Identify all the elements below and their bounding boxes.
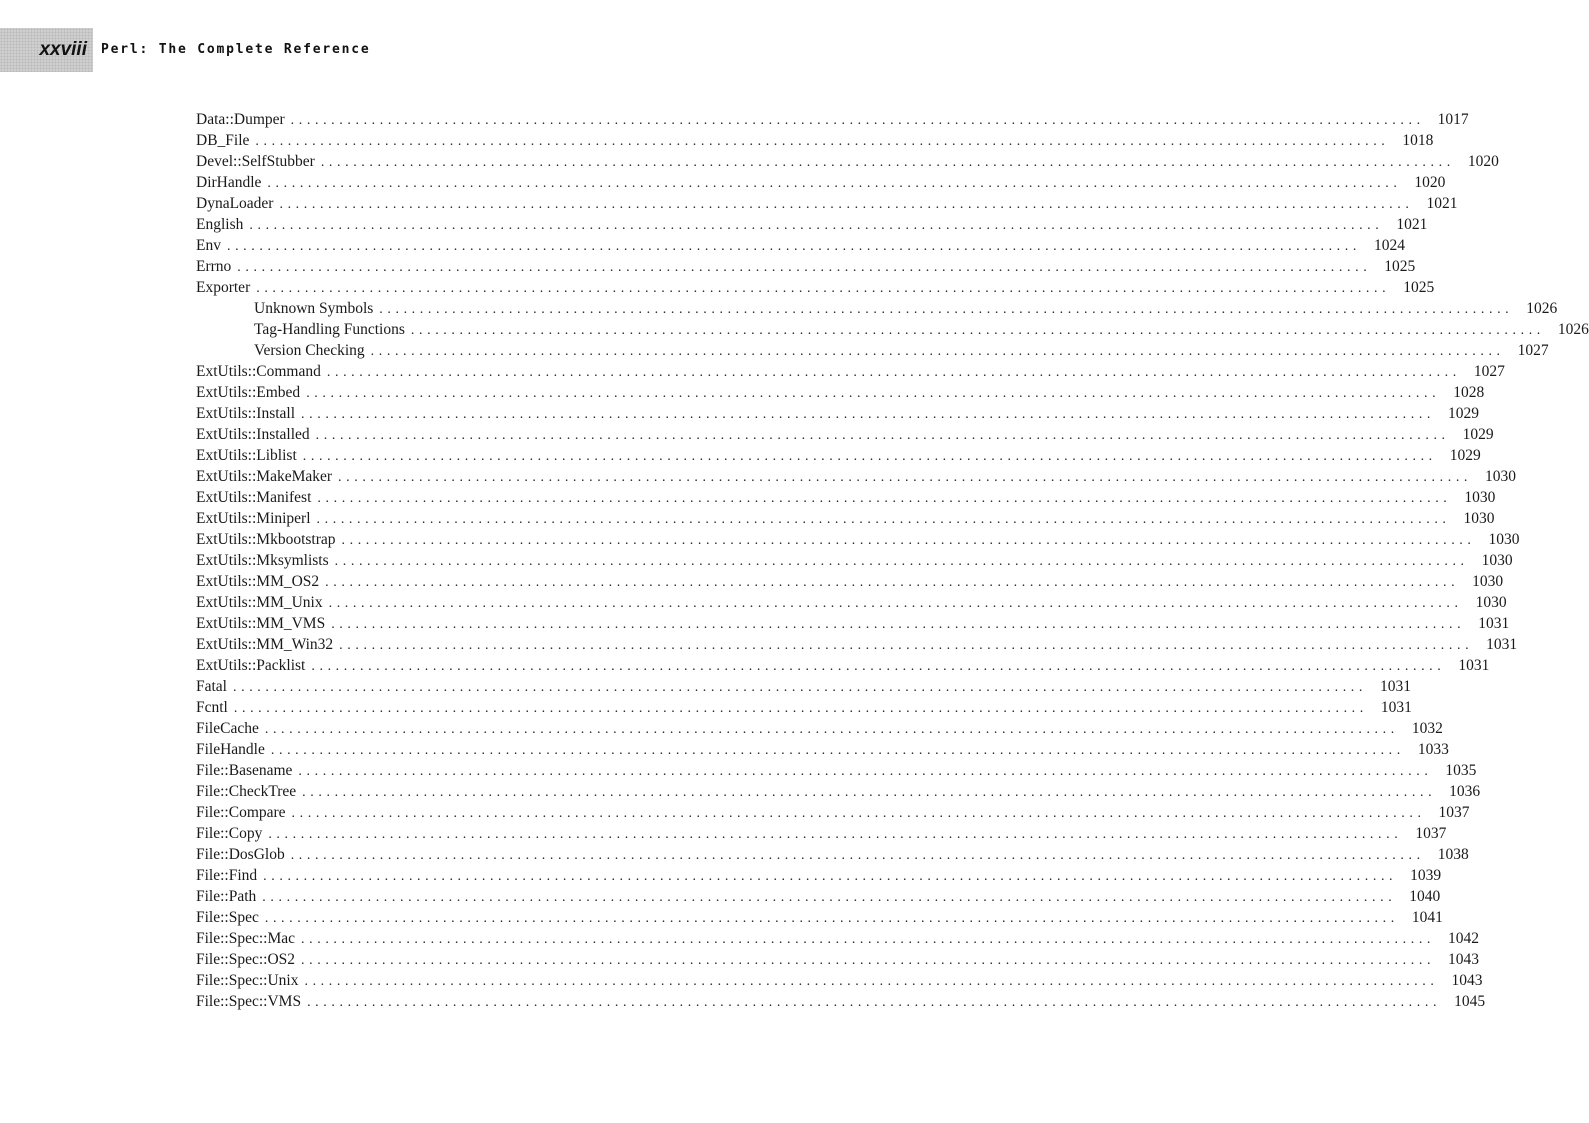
toc-entry-label-wrap — [196, 174, 261, 192]
toc-entry-label: ExtUtils::Install — [196, 405, 296, 422]
toc-entry-page: 1031 — [1486, 636, 1518, 653]
toc-entry-label: Version Checking — [254, 342, 365, 359]
toc-entry[interactable] — [196, 657, 1490, 678]
toc-entry-page: 1026 — [1557, 321, 1589, 338]
toc-entry-page: 1037 — [1415, 825, 1447, 842]
toc-entry[interactable] — [196, 552, 1513, 573]
dot-leader: ............................................................................................................................................ — [268, 827, 1403, 842]
toc-entry[interactable] — [196, 972, 1483, 993]
toc-entry[interactable] — [196, 699, 1412, 720]
toc-entry-label: File::Copy — [196, 825, 263, 842]
toc-entry-page: 1040 — [1409, 888, 1441, 905]
toc-entry-page: 1033 — [1417, 741, 1449, 758]
dot-leader: ............................................................................................................................................ — [256, 281, 1391, 296]
dot-leader: ............................................................................................................................................ — [339, 638, 1474, 653]
dot-leader: ............................................................................................................................................ — [334, 554, 1469, 569]
toc-entry-label: File::Spec::Unix — [196, 972, 299, 989]
toc-entry-label: Devel::SelfStubber — [196, 153, 315, 170]
toc-entry-label-wrap — [196, 321, 405, 339]
toc-entry[interactable] — [196, 930, 1480, 951]
dot-leader: ............................................................................................................................................ — [328, 596, 1463, 611]
toc-entry-page: 1029 — [1462, 426, 1494, 443]
dot-leader: ............................................................................................................................................ — [320, 155, 1455, 170]
dot-leader: ............................................................................................................................................ — [379, 302, 1514, 317]
running-title: Perl: The Complete Reference — [101, 42, 371, 57]
running-header — [0, 28, 816, 72]
toc-entry-label: ExtUtils::Installed — [196, 426, 310, 443]
toc-entry-label-wrap — [196, 699, 228, 717]
toc-entry-page: 1030 — [1463, 510, 1495, 527]
toc-entry-page: 1024 — [1373, 237, 1405, 254]
toc-entry[interactable] — [196, 951, 1480, 972]
dot-leader: ............................................................................................................................................ — [338, 470, 1473, 485]
toc-entry-label-wrap — [196, 678, 227, 696]
toc-entry-label: Fatal — [196, 678, 227, 695]
toc-entry[interactable] — [196, 678, 1411, 699]
toc-entry-label: ExtUtils::Manifest — [196, 489, 312, 506]
toc-entry-label-wrap — [196, 447, 297, 465]
dot-leader: ............................................................................................................................................ — [315, 428, 1450, 443]
toc-entry-page: 1030 — [1485, 468, 1517, 485]
toc-entry-page: 1031 — [1380, 678, 1411, 695]
toc-entry-page: 1030 — [1472, 573, 1504, 590]
toc-entry[interactable] — [196, 489, 1496, 510]
toc-entry-page: 1020 — [1467, 153, 1499, 170]
toc-entry[interactable] — [196, 384, 1485, 405]
toc-entry-label: FileCache — [196, 720, 259, 737]
toc-entry-page: 1026 — [1526, 300, 1558, 317]
toc-entry-page: 1043 — [1451, 972, 1483, 989]
toc-entry-page: 1021 — [1426, 195, 1458, 212]
toc-entry-label: File::Spec::VMS — [196, 993, 302, 1010]
dot-leader: ............................................................................................................................................ — [233, 680, 1367, 695]
dot-leader: ............................................................................................................................................ — [291, 806, 1426, 821]
toc-entry-page: 1043 — [1448, 951, 1480, 968]
toc-entry-label: English — [196, 216, 244, 233]
toc-entry-label: File::Basename — [196, 762, 293, 779]
toc-entry-label-wrap — [196, 363, 321, 381]
toc-entry-page: 1031 — [1478, 615, 1510, 632]
toc-entry-label: Unknown Symbols — [254, 300, 374, 317]
toc-subentry[interactable] — [196, 321, 1589, 342]
toc-entry-label-wrap — [196, 867, 257, 885]
toc-entry-label-wrap — [196, 300, 373, 318]
toc-entry-label-wrap — [196, 237, 221, 255]
toc-entry-label-wrap — [196, 405, 295, 423]
toc-entry-page: 1025 — [1384, 258, 1416, 275]
dot-leader: ............................................................................................................................................ — [262, 890, 1397, 905]
toc-entry[interactable] — [196, 153, 1499, 174]
toc-entry-label-wrap — [196, 426, 310, 444]
toc-entry[interactable] — [196, 447, 1481, 468]
table-of-contents — [196, 111, 1589, 1014]
dot-leader: ............................................................................................................................................ — [311, 659, 1446, 674]
toc-entry-page: 1036 — [1449, 783, 1481, 800]
toc-entry-page: 1030 — [1481, 552, 1513, 569]
dot-leader: ............................................................................................................................................ — [304, 974, 1439, 989]
toc-entry-label-wrap — [196, 636, 333, 654]
toc-entry-page: 1030 — [1475, 594, 1507, 611]
dot-leader: ............................................................................................................................................ — [326, 365, 1461, 380]
toc-entry[interactable] — [196, 783, 1481, 804]
toc-entry-page: 1017 — [1437, 111, 1469, 128]
toc-entry-label: Tag-Handling Functions — [254, 321, 405, 338]
toc-entry-label-wrap — [196, 951, 295, 969]
toc-entry-page: 1038 — [1437, 846, 1469, 863]
toc-entry-label-wrap — [196, 930, 295, 948]
toc-entry-label-wrap — [196, 573, 319, 591]
dot-leader: ............................................................................................................................................ — [325, 575, 1460, 590]
toc-entry-label-wrap — [196, 888, 256, 906]
toc-entry-page: 1042 — [1448, 930, 1480, 947]
toc-entry-label: File::Spec — [196, 909, 259, 926]
toc-entry[interactable] — [196, 867, 1442, 888]
toc-entry[interactable] — [196, 804, 1470, 825]
toc-entry[interactable] — [196, 573, 1504, 594]
dot-leader: ............................................................................................................................................ — [341, 533, 1476, 548]
toc-entry-label: ExtUtils::MM_VMS — [196, 615, 326, 632]
toc-entry[interactable] — [196, 846, 1469, 867]
dot-leader: ............................................................................................................................................ — [301, 407, 1436, 422]
toc-entry-label: File::Find — [196, 867, 258, 884]
toc-entry-label: File::Spec::Mac — [196, 930, 296, 947]
dot-leader: ............................................................................................................................................ — [290, 848, 1425, 863]
toc-entry-label-wrap — [196, 489, 311, 507]
toc-entry-page: 1032 — [1411, 720, 1443, 737]
toc-entry-label-wrap — [196, 720, 259, 738]
dot-leader: ............................................................................................................................................ — [331, 617, 1466, 632]
toc-entry-label: File::Compare — [196, 804, 286, 821]
toc-entry-page: 1018 — [1402, 132, 1434, 149]
dot-leader: ............................................................................................................................................ — [270, 743, 1405, 758]
toc-entry[interactable] — [196, 468, 1517, 489]
toc-entry[interactable] — [196, 174, 1446, 195]
toc-entry-page: 1030 — [1488, 531, 1520, 548]
toc-entry-label-wrap — [196, 531, 336, 549]
toc-subentry[interactable] — [196, 300, 1558, 321]
toc-entry-label: DynaLoader — [196, 195, 274, 212]
toc-entry[interactable] — [196, 258, 1416, 279]
toc-entry-label-wrap — [196, 741, 265, 759]
toc-entry[interactable] — [196, 531, 1520, 552]
toc-entry-label-wrap — [196, 762, 292, 780]
toc-entry-page: 1039 — [1410, 867, 1442, 884]
toc-entry-label-wrap — [196, 258, 231, 276]
toc-entry-label: ExtUtils::MM_OS2 — [196, 573, 320, 590]
toc-entry[interactable] — [196, 594, 1507, 615]
toc-entry-page: 1045 — [1454, 993, 1486, 1010]
toc-subentry[interactable] — [196, 342, 1549, 363]
toc-entry-label: ExtUtils::Packlist — [196, 657, 306, 674]
toc-entry-label-wrap — [196, 594, 323, 612]
toc-entry-page: 1027 — [1517, 342, 1549, 359]
toc-entry-label: File::Path — [196, 888, 257, 905]
toc-entry[interactable] — [196, 762, 1477, 783]
toc-entry-label-wrap — [196, 552, 329, 570]
toc-entry-label-wrap — [196, 825, 262, 843]
dot-leader: ............................................................................................................................................ — [264, 722, 1399, 737]
toc-entry-page: 1041 — [1411, 909, 1443, 926]
toc-entry[interactable] — [196, 405, 1480, 426]
toc-entry[interactable] — [196, 132, 1434, 153]
toc-entry-label-wrap — [196, 132, 249, 150]
dot-leader: ............................................................................................................................................ — [226, 239, 1361, 254]
toc-entry[interactable] — [196, 363, 1505, 384]
dot-leader: ............................................................................................................................................ — [264, 911, 1399, 926]
toc-entry-label: Env — [196, 237, 221, 254]
toc-entry-page: 1025 — [1403, 279, 1435, 296]
toc-entry[interactable] — [196, 195, 1458, 216]
toc-entry[interactable] — [196, 237, 1405, 258]
toc-entry[interactable] — [196, 216, 1428, 237]
dot-leader: ............................................................................................................................................ — [316, 512, 1451, 527]
dot-leader: ............................................................................................................................................ — [237, 260, 1372, 275]
toc-entry-label: ExtUtils::Command — [196, 363, 321, 380]
toc-entry-label-wrap — [196, 111, 285, 129]
toc-entry[interactable] — [196, 741, 1449, 762]
toc-entry-page: 1031 — [1458, 657, 1490, 674]
toc-entry[interactable] — [196, 909, 1443, 930]
toc-entry-label: ExtUtils::MakeMaker — [196, 468, 333, 485]
toc-entry-page: 1027 — [1473, 363, 1505, 380]
toc-entry-label-wrap — [196, 657, 305, 675]
toc-entry-label-wrap — [196, 153, 315, 171]
toc-entry-label: File::Spec::OS2 — [196, 951, 296, 968]
toc-entry-page: 1037 — [1438, 804, 1470, 821]
dot-leader: ............................................................................................................................................ — [298, 764, 1433, 779]
toc-entry-label: ExtUtils::Miniperl — [196, 510, 311, 527]
toc-entry-label: FileHandle — [196, 741, 265, 758]
toc-entry-label: DB_File — [196, 132, 250, 149]
toc-entry[interactable] — [196, 993, 1486, 1014]
toc-entry[interactable] — [196, 510, 1495, 531]
toc-entry-label: Data::Dumper — [196, 111, 285, 128]
toc-entry-page: 1020 — [1414, 174, 1446, 191]
toc-entry[interactable] — [196, 111, 1469, 132]
toc-entry-page: 1021 — [1396, 216, 1428, 233]
toc-entry-label: ExtUtils::Liblist — [196, 447, 297, 464]
toc-entry[interactable] — [196, 888, 1441, 909]
toc-entry-page: 1029 — [1448, 405, 1480, 422]
toc-entry-label-wrap — [196, 993, 301, 1011]
toc-entry-label: Errno — [196, 258, 232, 275]
toc-entry-label-wrap — [196, 279, 250, 297]
toc-entry-label-wrap — [196, 510, 311, 528]
toc-entry-label-wrap — [196, 468, 332, 486]
toc-entry-label-wrap — [196, 804, 286, 822]
toc-entry-label: ExtUtils::MM_Unix — [196, 594, 323, 611]
dot-leader: ............................................................................................................................................ — [302, 449, 1437, 464]
toc-entry-page: 1035 — [1445, 762, 1477, 779]
toc-entry-label: File::CheckTree — [196, 783, 297, 800]
toc-entry-label-wrap — [196, 384, 300, 402]
dot-leader: ............................................................................................................................................ — [302, 785, 1437, 800]
toc-entry[interactable] — [196, 279, 1435, 300]
toc-entry-label: ExtUtils::Mksymlists — [196, 552, 329, 569]
toc-entry-label: ExtUtils::MM_Win32 — [196, 636, 334, 653]
toc-entry-label-wrap — [196, 195, 273, 213]
dot-leader: ............................................................................................................................................ — [317, 491, 1452, 506]
toc-entry[interactable] — [196, 636, 1518, 657]
dot-leader: ............................................................................................................................................ — [233, 701, 1368, 716]
toc-entry-label-wrap — [196, 783, 296, 801]
toc-entry-page: 1028 — [1453, 384, 1485, 401]
toc-entry-label: DirHandle — [196, 174, 262, 191]
dot-leader: ............................................................................................................................................ — [307, 995, 1442, 1010]
toc-entry-label: ExtUtils::Mkbootstrap — [196, 531, 336, 548]
toc-entry[interactable] — [196, 426, 1494, 447]
dot-leader: ............................................................................................................................................ — [301, 953, 1436, 968]
toc-entry-label-wrap — [196, 615, 325, 633]
dot-leader: ............................................................................................................................................ — [263, 869, 1398, 884]
toc-entry-page: 1029 — [1449, 447, 1481, 464]
toc-entry-label: Exporter — [196, 279, 251, 296]
toc-entry-label: File::DosGlob — [196, 846, 285, 863]
dot-leader: ............................................................................................................................................ — [249, 218, 1384, 233]
dot-leader: ............................................................................................................................................ — [410, 323, 1545, 338]
dot-leader: ............................................................................................................................................ — [267, 176, 1402, 191]
folio-box — [0, 28, 93, 72]
dot-leader: ............................................................................................................................................ — [370, 344, 1505, 359]
toc-entry-label-wrap — [196, 216, 243, 234]
toc-entry[interactable] — [196, 615, 1510, 636]
toc-entry-label-wrap — [196, 846, 285, 864]
dot-leader: ............................................................................................................................................ — [301, 932, 1436, 947]
toc-entry-label-wrap — [196, 909, 259, 927]
dot-leader: ............................................................................................................................................ — [279, 197, 1414, 212]
dot-leader: ............................................................................................................................................ — [255, 134, 1390, 149]
toc-entry[interactable] — [196, 720, 1443, 741]
toc-entry-label-wrap — [196, 342, 365, 360]
dot-leader: ............................................................................................................................................ — [290, 113, 1425, 128]
toc-entry-label-wrap — [196, 972, 298, 990]
page-number: xxviii — [39, 39, 87, 60]
toc-entry-page: 1031 — [1380, 699, 1412, 716]
dot-leader: ............................................................................................................................................ — [306, 386, 1441, 401]
toc-entry-label: Fcntl — [196, 699, 228, 716]
toc-entry-page: 1030 — [1464, 489, 1496, 506]
toc-entry-label: ExtUtils::Embed — [196, 384, 301, 401]
toc-entry[interactable] — [196, 825, 1447, 846]
